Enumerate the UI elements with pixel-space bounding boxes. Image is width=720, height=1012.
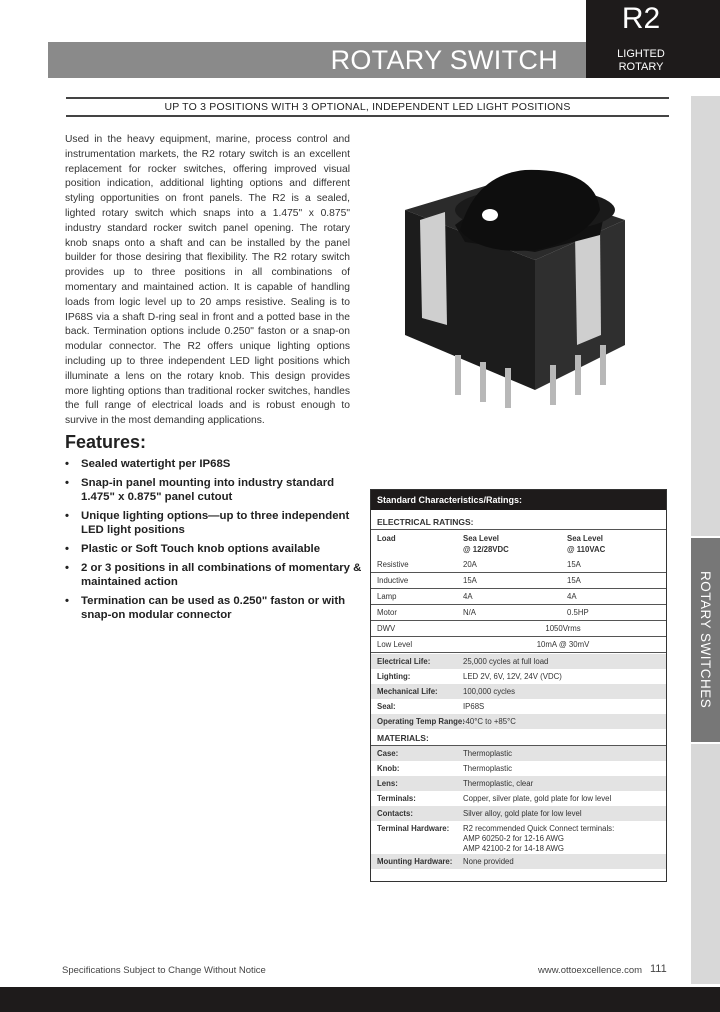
material-row [371, 761, 666, 776]
page-header [0, 0, 720, 78]
prop-value: IP68S [463, 702, 485, 711]
material-value: Thermoplastic [463, 764, 512, 773]
prop-row [371, 699, 666, 714]
side-tab-label: ROTARY SWITCHES [698, 571, 713, 709]
prop-row [371, 654, 666, 669]
material-value: R2 recommended Quick Connect terminals: [463, 824, 615, 833]
rating-ac: 15A [567, 560, 581, 569]
product-code-box [586, 0, 720, 78]
material-row [371, 746, 666, 761]
material-label: Lens: [377, 779, 398, 788]
subtitle: UP TO 3 POSITIONS WITH 3 OPTIONAL, INDEPENDENT LED LIGHT POSITIONS [66, 97, 669, 117]
rating-label: Resistive [377, 560, 409, 569]
feature-item: • 2 or 3 positions in all combinations of momentary & maintained action [65, 561, 365, 589]
prop-label: Lighting: [377, 672, 411, 681]
material-row [371, 854, 666, 869]
material-label: Terminal Hardware: [377, 824, 450, 833]
prop-label: Electrical Life: [377, 657, 431, 666]
material-row [371, 806, 666, 821]
prop-value: -40°C to +85°C [463, 717, 516, 726]
feature-item: • Snap-in panel mounting into industry standard 1.475" x 0.875" panel cutout [65, 476, 365, 504]
material-value: Thermoplastic, clear [463, 779, 534, 788]
page-number: 111 [650, 963, 667, 975]
product-code: R2 [621, 2, 661, 35]
prop-value: 25,000 cycles at full load [463, 657, 549, 666]
prop-label: Seal: [377, 702, 396, 711]
col-load: Load [377, 534, 396, 543]
features-title: Features: [65, 432, 147, 452]
material-label: Knob: [377, 764, 400, 773]
rating-row [371, 637, 666, 652]
product-code-sub1: LIGHTED [617, 48, 665, 60]
material-value: AMP 42100-2 for 14-18 AWG [463, 844, 564, 853]
material-value: Thermoplastic [463, 749, 512, 758]
material-label: Terminals: [377, 794, 416, 803]
rating-label: Low Level [377, 640, 413, 649]
material-row [371, 791, 666, 806]
product-image [385, 140, 645, 430]
features-list [65, 457, 365, 627]
header-title-band [48, 42, 586, 78]
prop-label: Operating Temp Range: [377, 717, 465, 726]
rating-dc: 15A [463, 576, 477, 585]
material-label: Case: [377, 749, 399, 758]
footer-url[interactable]: www.ottoexcellence.com [538, 965, 643, 976]
footer-notice: Specifications Subject to Change Without Notice [62, 965, 266, 976]
side-strip-bottom [691, 744, 720, 984]
rating-row [371, 605, 666, 620]
material-row [371, 776, 666, 791]
footer-bar [0, 987, 720, 1012]
spec-col-header [371, 531, 666, 557]
electrical-ratings-label: ELECTRICAL RATINGS: [377, 517, 474, 527]
col2-b: @ 110VAC [567, 545, 606, 554]
rating-label: Lamp [377, 592, 397, 601]
col1-a: Sea Level [463, 534, 499, 543]
spec-table [370, 489, 667, 882]
material-row [371, 821, 666, 855]
prop-value: LED 2V, 6V, 12V, 24V (VDC) [463, 672, 562, 681]
intro-paragraph: Used in the heavy equipment, marine, process control and instrumentation markets, the R2 rotary switch is an excellent replacement for rocker switches, offering improved visual position indication, additional lighting options and different styling opportunities on front panels. The R2 is a sealed, lighted rotary switch which snaps into a 1.475" x 0.875" industry standard rocker switch panel opening. The rotary knob snaps onto a shaft and can be installed by the panel builder for those desiring that flexibility. The R2 rotary switch provides up to three positions in all combinations of momentary and maintained action. It is capable of handling loads from logic level up to 20 amps resistive. Sealing is to IP68S via a shaft D-ring seal in front and a potted base in the back. Termination options include 0.250" faston or a snap-on modular connector. The R2 offers unique lighting options including up to three independent LED light positions which illuminate a lens on the rotary knob. This design provides more lighting options than traditional rocker switches, handles the full range of electrical loads and is robust enough to survive in the most demanding applications. [65, 134, 350, 427]
feature-item: • Plastic or Soft Touch knob options available [65, 542, 365, 556]
divider [371, 529, 666, 530]
feature-item: • Termination can be used as 0.250" faston or with snap-on modular connector [65, 594, 365, 622]
materials-label: MATERIALS: [377, 733, 429, 743]
rating-dc: 20A [463, 560, 477, 569]
material-value: None provided [463, 857, 514, 866]
rating-row [371, 621, 666, 636]
rating-label: Motor [377, 608, 397, 617]
rating-row [371, 557, 666, 572]
prop-value: 100,000 cycles [463, 687, 516, 696]
rating-row [371, 573, 666, 588]
prop-label: Mechanical Life: [377, 687, 438, 696]
rating-dc: 4A [463, 592, 473, 601]
prop-row [371, 669, 666, 684]
side-strip-top [691, 96, 720, 536]
rating-ac: 15A [567, 576, 581, 585]
material-label: Mounting Hardware: [377, 857, 453, 866]
prop-row [371, 684, 666, 699]
material-value: Silver alloy, gold plate for low level [463, 809, 582, 818]
spec-title: Standard Characteristics/Ratings: [371, 490, 666, 510]
rating-ac: 4A [567, 592, 577, 601]
page-title: ROTARY SWITCH [330, 45, 558, 75]
rating-value: 10mA @ 30mV [536, 640, 590, 649]
rating-dc: N/A [463, 608, 476, 617]
col2-a: Sea Level [567, 534, 603, 543]
feature-item: • Sealed watertight per IP68S [65, 457, 365, 471]
material-value: Copper, silver plate, gold plate for low level [463, 794, 612, 803]
rating-value: 1050Vrms [545, 624, 581, 633]
prop-row [371, 714, 666, 729]
material-value: AMP 60250-2 for 12-16 AWG [463, 834, 564, 843]
rating-label: DWV [377, 624, 396, 633]
rating-ac: 0.5HP [567, 608, 589, 617]
rating-label: Inductive [377, 576, 409, 585]
divider [371, 652, 666, 653]
feature-item: • Unique lighting options—up to three independent LED light positions [65, 509, 365, 537]
rating-row [371, 589, 666, 604]
col1-b: @ 12/28VDC [463, 545, 509, 554]
product-code-sub2: ROTARY [618, 61, 664, 73]
material-label: Contacts: [377, 809, 413, 818]
